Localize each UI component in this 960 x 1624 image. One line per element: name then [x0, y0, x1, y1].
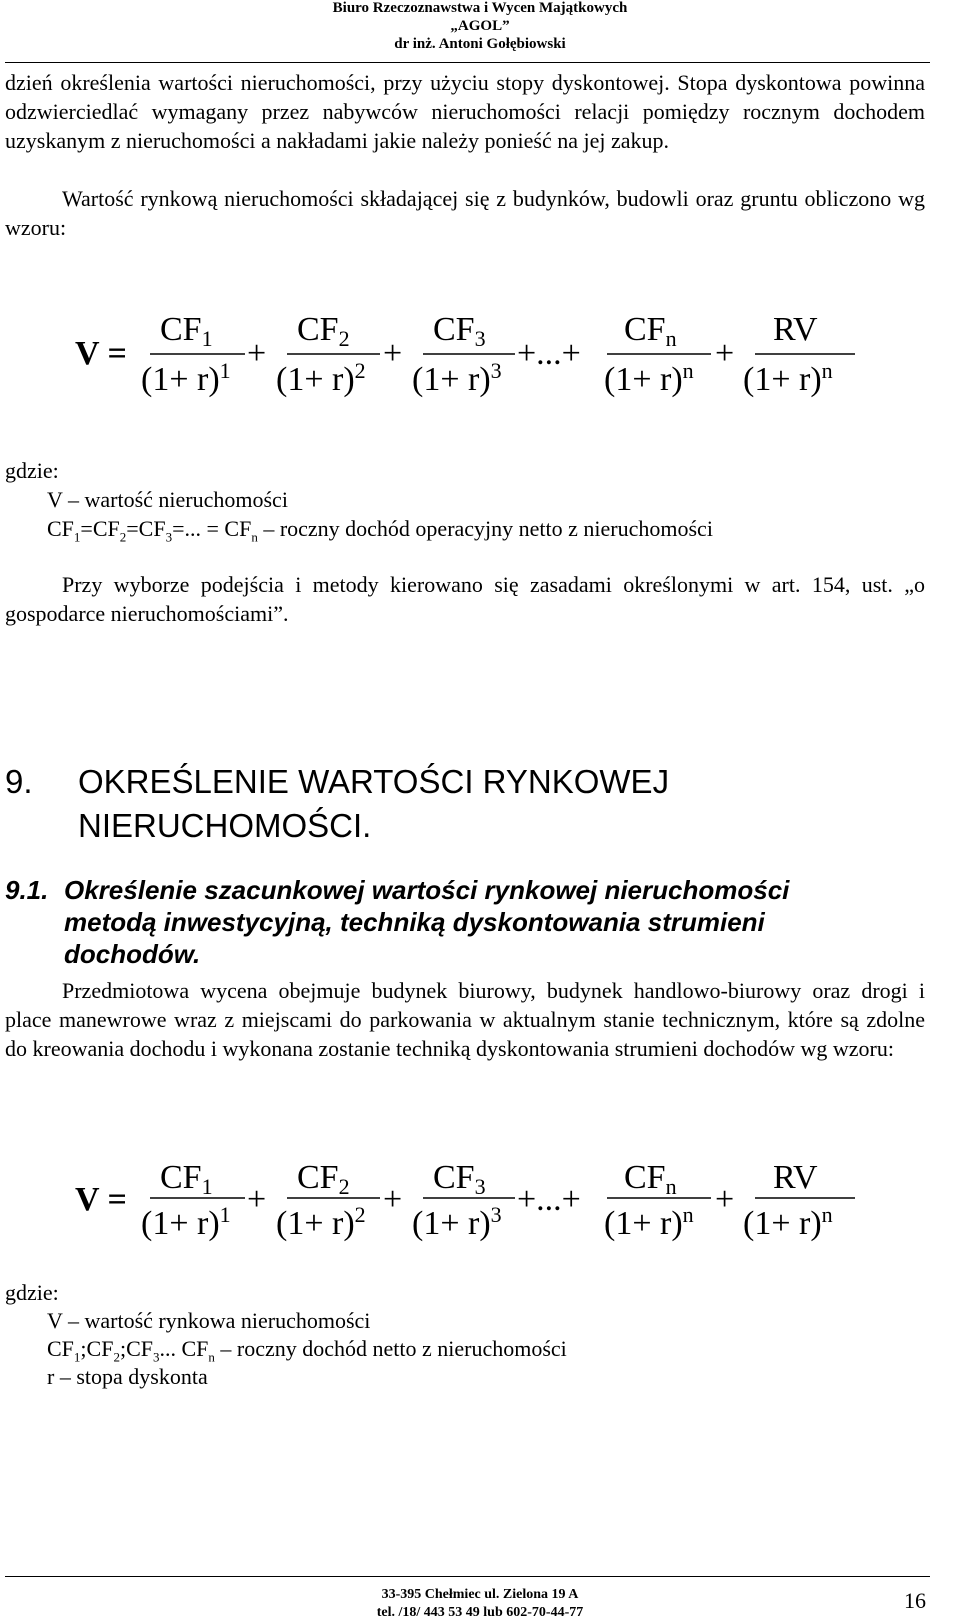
method-paragraph: Przy wyborze podejścia i metody kierowano się zasadami określonymi w art. 154, ust. „o gospodarce nieruchomościami”.	[5, 572, 925, 626]
rv-num: RV	[773, 311, 818, 348]
term2-den: $(1+ r)^2$	[276, 358, 366, 398]
f2-rv-den: $(1+ r)^n$	[743, 1202, 833, 1242]
legend2-gdzie: gdzie:	[5, 1280, 59, 1305]
f2-termn-den: $(1+ r)^n$	[604, 1202, 694, 1242]
body-paragraph-2: Przedmiotowa wycena obejmuje budynek biurowy, budynek handlowo-biurowy oraz drogi i place manewrowe wraz z miejscami do parkowania w aktualnym stanie technicznym, które są zdolne do kreowania dochodu i wykonana zostanie techniką dyskontowania strumieni dochodów wg wzoru:	[5, 978, 925, 1061]
legend2-v: V – wartość rynkowa nieruchomości	[47, 1308, 371, 1333]
section-number: 9.	[5, 763, 33, 800]
f2-term2-den: $(1+ r)^2$	[276, 1202, 366, 1242]
f2-plus-n: +	[715, 1181, 735, 1218]
f2-term3-num: CF3	[433, 1159, 486, 1199]
section-title-line1: OKREŚLENIE WARTOŚCI RYNKOWEJ	[78, 763, 670, 800]
formula-svg	[75, 300, 895, 410]
f2-plus-2: +	[383, 1181, 403, 1218]
plus-1: +	[247, 335, 267, 372]
formula2-lhs: V =	[75, 1181, 127, 1218]
header-company: „AGOL”	[450, 18, 510, 34]
header-rule	[5, 62, 930, 63]
footer-phone: tel. /18/ 443 53 49 lub 602-70-44-77	[376, 1605, 584, 1620]
subsection-title-line3: dochodów.	[64, 939, 201, 969]
f2-plus-1: +	[247, 1181, 267, 1218]
intro-paragraph: dzień określenia wartości nieruchomości, przy użyciu stopy dyskontowej. Stopa dyskontowa powinna odzwierciedlać wymagany przez nabywców nieruchomości relacji pomiędzy rocznym dochodem uzyskanym z nieruchomości a nakładami jakie należy ponieść na jej zakup.	[5, 70, 925, 153]
term2-num: CF2	[297, 311, 350, 351]
rv-den: $(1+ r)^n$	[743, 358, 833, 398]
f2-term3-den: $(1+ r)^3$	[412, 1202, 502, 1242]
subsection-title-line2: metodą inwestycyjną, techniką dyskontowania strumieni	[64, 907, 765, 937]
formula-svg-2	[75, 1150, 895, 1260]
f2-term2-num: CF2	[297, 1159, 350, 1199]
page-number: 16	[904, 1588, 926, 1613]
term1-den: $(1+ r)^1$	[141, 358, 231, 398]
valuation-formula-2	[75, 1150, 895, 1260]
legend1-gdzie: gdzie:	[5, 458, 59, 483]
header-author: dr inż. Antoni Gołębiowski	[394, 36, 566, 52]
term3-den: $(1+ r)^3$	[412, 358, 502, 398]
dots: +...+	[517, 335, 581, 372]
footer-rule	[5, 1576, 930, 1577]
section-title-line2: NIERUCHOMOŚCI.	[78, 807, 372, 844]
plus-n: +	[715, 335, 735, 372]
subsection-number: 9.1.	[5, 875, 49, 905]
plus-2: +	[383, 335, 403, 372]
f2-termn-num: CFn	[624, 1159, 677, 1199]
f2-dots: +...+	[517, 1181, 581, 1218]
f2-term1-den: $(1+ r)^1$	[141, 1202, 231, 1242]
intro-formula-lead: Wartość rynkową nieruchomości składającej się z budynków, budowli oraz gruntu obliczono wg wzoru:	[5, 186, 925, 240]
term1-num: CF1	[160, 311, 213, 351]
footer-address: 33-395 Chełmiec ul. Zielona 19 A	[381, 1587, 579, 1602]
subsection-title-line1: Określenie szacunkowej wartości rynkowej nieruchomości	[64, 875, 790, 905]
legend2-r: r – stopa dyskonta	[47, 1364, 208, 1389]
formula-lhs: V =	[75, 335, 127, 372]
termn-den: $(1+ r)^n$	[604, 358, 694, 398]
header-office: Biuro Rzeczoznawstwa i Wycen Majątkowych	[332, 0, 628, 16]
f2-term1-num: CF1	[160, 1159, 213, 1199]
legend1-cf: $CF_1=CF_2=CF_3=$... = $CF_n$ – roczny dochód operacyjny netto z nieruchomości	[47, 516, 713, 545]
f2-rv-num: RV	[773, 1159, 818, 1196]
termn-num: CFn	[624, 311, 677, 351]
legend2-cf: $CF_1;CF_2;CF_3$... $CF_n$ – roczny dochód netto z nieruchomości	[47, 1336, 567, 1365]
legend1-v: V – wartość nieruchomości	[47, 487, 288, 512]
valuation-formula-1	[75, 300, 895, 410]
term3-num: CF3	[433, 311, 486, 351]
